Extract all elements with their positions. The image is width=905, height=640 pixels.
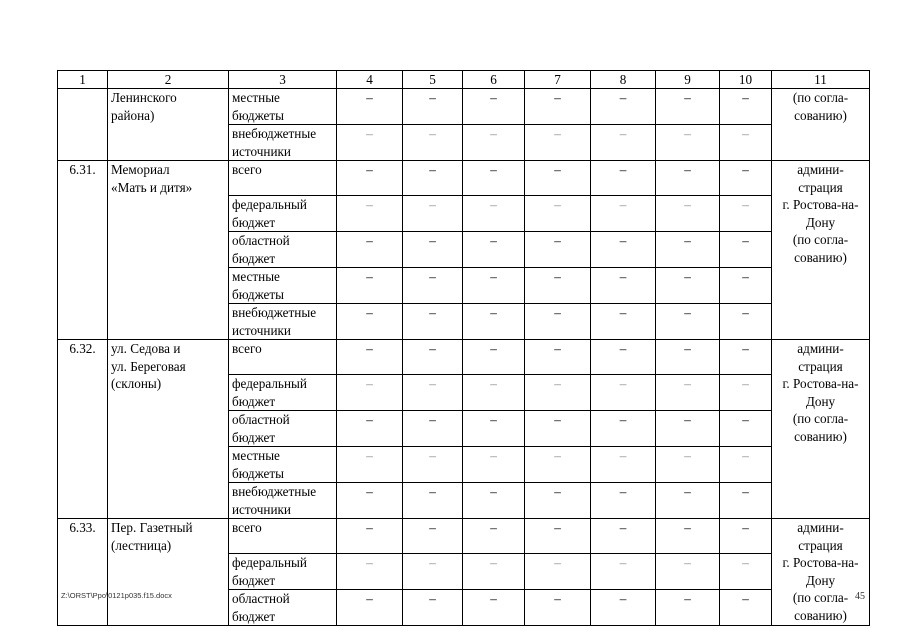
dash-value: – — [554, 412, 561, 427]
dash-value: – — [490, 126, 497, 141]
dash-value: – — [366, 591, 373, 606]
column-header-8: 8 — [591, 71, 656, 89]
value-cell — [525, 554, 591, 590]
value-cell — [656, 268, 720, 304]
value-cell — [463, 232, 525, 268]
dash-value: – — [554, 591, 561, 606]
value-cell — [463, 340, 525, 375]
responsible-party: админи- страция г. Ростова-на- Дону (по согла- сованию) — [772, 519, 870, 626]
dash-value: – — [366, 197, 373, 212]
funding-source: федеральный бюджет — [229, 375, 337, 411]
value-cell — [720, 375, 772, 411]
dash-value: – — [366, 484, 373, 499]
value-cell — [337, 483, 403, 519]
dash-value: – — [619, 412, 627, 427]
dash-value: – — [429, 162, 436, 177]
value-cell — [525, 483, 591, 519]
item-number: 6.31. — [58, 161, 108, 340]
dash-value: – — [619, 376, 627, 391]
dash-value: – — [684, 341, 691, 356]
value-cell — [591, 89, 656, 125]
dash-value: – — [490, 341, 497, 356]
value-cell — [403, 268, 463, 304]
object-name: Ленинского района) — [108, 89, 229, 161]
dash-value: – — [429, 448, 436, 463]
funding-source: местные бюджеты — [229, 89, 337, 125]
value-cell — [525, 196, 591, 232]
dash-value: – — [742, 305, 749, 320]
dash-value: – — [429, 376, 436, 391]
dash-value: – — [619, 484, 627, 499]
column-header-9: 9 — [656, 71, 720, 89]
dash-value: – — [490, 520, 497, 535]
value-cell — [463, 519, 525, 554]
dash-value: – — [429, 341, 436, 356]
dash-value: – — [366, 233, 373, 248]
value-cell — [591, 196, 656, 232]
dash-value: – — [619, 448, 627, 463]
value-cell — [463, 161, 525, 196]
value-cell — [656, 196, 720, 232]
value-cell — [463, 483, 525, 519]
dash-value: – — [554, 341, 561, 356]
column-header-11: 11 — [772, 71, 870, 89]
dash-value: – — [490, 555, 497, 570]
dash-value: – — [684, 269, 691, 284]
dash-value: – — [366, 162, 373, 177]
value-cell — [403, 590, 463, 626]
value-cell — [591, 411, 656, 447]
dash-value: – — [619, 233, 627, 248]
value-cell — [403, 483, 463, 519]
dash-value: – — [742, 90, 749, 105]
funding-source: внебюджетные источники — [229, 483, 337, 519]
funding-source: федеральный бюджет — [229, 554, 337, 590]
value-cell — [525, 340, 591, 375]
value-cell — [403, 447, 463, 483]
dash-value: – — [554, 376, 561, 391]
dash-value: – — [619, 591, 627, 606]
value-cell — [337, 340, 403, 375]
dash-value: – — [490, 305, 497, 320]
value-cell — [656, 161, 720, 196]
value-cell — [403, 196, 463, 232]
value-cell — [525, 375, 591, 411]
value-cell — [525, 125, 591, 161]
dash-value: – — [742, 448, 749, 463]
column-header-4: 4 — [337, 71, 403, 89]
value-cell — [656, 125, 720, 161]
object-name: ул. Седова и ул. Береговая (склоны) — [108, 340, 229, 519]
table-row — [58, 340, 870, 375]
value-cell — [720, 196, 772, 232]
value-cell — [720, 232, 772, 268]
value-cell — [463, 89, 525, 125]
value-cell — [463, 447, 525, 483]
funding-source: всего — [229, 161, 337, 196]
dash-value: – — [619, 555, 627, 570]
dash-value: – — [366, 90, 373, 105]
value-cell — [403, 411, 463, 447]
value-cell — [337, 519, 403, 554]
dash-value: – — [619, 90, 627, 105]
value-cell — [337, 304, 403, 340]
dash-value: – — [490, 412, 497, 427]
dash-value: – — [684, 555, 691, 570]
funding-source: внебюджетные источники — [229, 304, 337, 340]
value-cell — [463, 590, 525, 626]
dash-value: – — [554, 126, 561, 141]
dash-value: – — [684, 197, 691, 212]
value-cell — [525, 161, 591, 196]
dash-value: – — [619, 520, 627, 535]
dash-value: – — [684, 412, 691, 427]
table-header — [58, 71, 870, 89]
dash-value: – — [742, 233, 749, 248]
value-cell — [656, 590, 720, 626]
value-cell — [403, 375, 463, 411]
value-cell — [656, 375, 720, 411]
value-cell — [337, 196, 403, 232]
dash-value: – — [742, 520, 749, 535]
dash-value: – — [684, 233, 691, 248]
dash-value: – — [366, 555, 373, 570]
value-cell — [525, 304, 591, 340]
responsible-party: админи- страция г. Ростова-на- Дону (по согла- сованию) — [772, 340, 870, 519]
table-row — [58, 519, 870, 554]
value-cell — [403, 304, 463, 340]
dash-value: – — [490, 162, 497, 177]
dash-value: – — [366, 520, 373, 535]
value-cell — [656, 483, 720, 519]
dash-value: – — [490, 233, 497, 248]
dash-value: – — [429, 520, 436, 535]
value-cell — [337, 125, 403, 161]
dash-value: – — [490, 90, 497, 105]
dash-value: – — [554, 484, 561, 499]
dash-value: – — [684, 126, 691, 141]
value-cell — [403, 89, 463, 125]
dash-value: – — [429, 197, 436, 212]
header-row — [58, 71, 870, 89]
value-cell — [463, 554, 525, 590]
value-cell — [525, 411, 591, 447]
value-cell — [463, 375, 525, 411]
object-name: Пер. Газетный (лестница) — [108, 519, 229, 626]
budget-table — [57, 70, 870, 626]
value-cell — [591, 554, 656, 590]
dash-value: – — [554, 305, 561, 320]
funding-source: местные бюджеты — [229, 447, 337, 483]
dash-value: – — [619, 126, 627, 141]
value-cell — [591, 161, 656, 196]
value-cell — [591, 375, 656, 411]
value-cell — [337, 554, 403, 590]
dash-value: – — [554, 233, 561, 248]
item-number: 6.32. — [58, 340, 108, 519]
value-cell — [591, 590, 656, 626]
dash-value: – — [366, 305, 373, 320]
dash-value: – — [619, 197, 627, 212]
value-cell — [720, 89, 772, 125]
dash-value: – — [554, 269, 561, 284]
funding-source: всего — [229, 519, 337, 554]
responsible-party: админи- страция г. Ростова-на- Дону (по согла- сованию) — [772, 161, 870, 340]
dash-value: – — [554, 520, 561, 535]
dash-value: – — [429, 269, 436, 284]
funding-source: внебюджетные источники — [229, 125, 337, 161]
value-cell — [656, 304, 720, 340]
value-cell — [337, 375, 403, 411]
dash-value: – — [742, 126, 749, 141]
value-cell — [403, 519, 463, 554]
column-header-3: 3 — [229, 71, 337, 89]
dash-value: – — [742, 412, 749, 427]
item-number — [58, 89, 108, 161]
value-cell — [591, 125, 656, 161]
dash-value: – — [366, 341, 373, 356]
dash-value: – — [429, 484, 436, 499]
value-cell — [525, 447, 591, 483]
value-cell — [720, 483, 772, 519]
value-cell — [720, 554, 772, 590]
column-header-6: 6 — [463, 71, 525, 89]
dash-value: – — [684, 376, 691, 391]
value-cell — [525, 232, 591, 268]
column-header-10: 10 — [720, 71, 772, 89]
dash-value: – — [429, 412, 436, 427]
column-header-1: 1 — [58, 71, 108, 89]
value-cell — [656, 89, 720, 125]
dash-value: – — [429, 233, 436, 248]
dash-value: – — [429, 555, 436, 570]
dash-value: – — [554, 448, 561, 463]
dash-value: – — [429, 305, 436, 320]
value-cell — [463, 411, 525, 447]
value-cell — [656, 554, 720, 590]
dash-value: – — [742, 162, 749, 177]
value-cell — [720, 411, 772, 447]
dash-value: – — [490, 269, 497, 284]
value-cell — [656, 519, 720, 554]
dash-value: – — [684, 484, 691, 499]
value-cell — [337, 232, 403, 268]
page-number: 45 — [855, 591, 865, 602]
value-cell — [591, 519, 656, 554]
value-cell — [591, 483, 656, 519]
object-name: Мемориал «Мать и дитя» — [108, 161, 229, 340]
value-cell — [720, 161, 772, 196]
value-cell — [337, 89, 403, 125]
value-cell — [720, 268, 772, 304]
funding-source: областной бюджет — [229, 590, 337, 626]
dash-value: – — [490, 197, 497, 212]
dash-value: – — [742, 197, 749, 212]
item-number: 6.33. — [58, 519, 108, 626]
dash-value: – — [366, 448, 373, 463]
value-cell — [463, 196, 525, 232]
dash-value: – — [684, 305, 691, 320]
footer-file-path: Z:\ORST\Ppo\0121p035.f15.docx — [61, 591, 172, 600]
column-header-7: 7 — [525, 71, 591, 89]
dash-value: – — [619, 162, 627, 177]
value-cell — [403, 161, 463, 196]
column-header-5: 5 — [403, 71, 463, 89]
dash-value: – — [742, 341, 749, 356]
dash-value: – — [429, 591, 436, 606]
dash-value: – — [554, 197, 561, 212]
dash-value: – — [742, 484, 749, 499]
value-cell — [720, 125, 772, 161]
dash-value: – — [366, 412, 373, 427]
dash-value: – — [554, 162, 561, 177]
dash-value: – — [490, 591, 497, 606]
value-cell — [337, 268, 403, 304]
value-cell — [525, 519, 591, 554]
dash-value: – — [684, 520, 691, 535]
dash-value: – — [366, 126, 373, 141]
value-cell — [403, 340, 463, 375]
funding-source: областной бюджет — [229, 411, 337, 447]
value-cell — [463, 304, 525, 340]
value-cell — [463, 125, 525, 161]
value-cell — [337, 161, 403, 196]
dash-value: – — [684, 90, 691, 105]
value-cell — [525, 590, 591, 626]
column-header-2: 2 — [108, 71, 229, 89]
dash-value: – — [742, 591, 749, 606]
value-cell — [463, 268, 525, 304]
dash-value: – — [366, 269, 373, 284]
dash-value: – — [554, 90, 561, 105]
value-cell — [720, 519, 772, 554]
dash-value: – — [490, 484, 497, 499]
value-cell — [403, 554, 463, 590]
value-cell — [591, 340, 656, 375]
value-cell — [656, 411, 720, 447]
value-cell — [591, 304, 656, 340]
dash-value: – — [619, 341, 627, 356]
dash-value: – — [490, 448, 497, 463]
funding-source: местные бюджеты — [229, 268, 337, 304]
dash-value: – — [366, 376, 373, 391]
value-cell — [337, 411, 403, 447]
table-body — [58, 89, 870, 626]
dash-value: – — [684, 162, 691, 177]
value-cell — [591, 232, 656, 268]
value-cell — [591, 268, 656, 304]
funding-source: областной бюджет — [229, 232, 337, 268]
value-cell — [403, 125, 463, 161]
dash-value: – — [684, 591, 691, 606]
dash-value: – — [742, 376, 749, 391]
value-cell — [337, 447, 403, 483]
dash-value: – — [429, 90, 436, 105]
dash-value: – — [490, 376, 497, 391]
value-cell — [720, 304, 772, 340]
value-cell — [403, 232, 463, 268]
value-cell — [720, 590, 772, 626]
value-cell — [656, 340, 720, 375]
responsible-party: (по согла- сованию) — [772, 89, 870, 161]
value-cell — [591, 447, 656, 483]
table-row — [58, 89, 870, 125]
value-cell — [525, 89, 591, 125]
value-cell — [337, 590, 403, 626]
dash-value: – — [619, 269, 627, 284]
value-cell — [656, 447, 720, 483]
dash-value: – — [742, 555, 749, 570]
value-cell — [525, 268, 591, 304]
dash-value: – — [742, 269, 749, 284]
funding-source: федеральный бюджет — [229, 196, 337, 232]
dash-value: – — [429, 126, 436, 141]
value-cell — [656, 232, 720, 268]
funding-source: всего — [229, 340, 337, 375]
dash-value: – — [554, 555, 561, 570]
dash-value: – — [619, 305, 627, 320]
value-cell — [720, 447, 772, 483]
table-row — [58, 161, 870, 196]
value-cell — [720, 340, 772, 375]
dash-value: – — [684, 448, 691, 463]
